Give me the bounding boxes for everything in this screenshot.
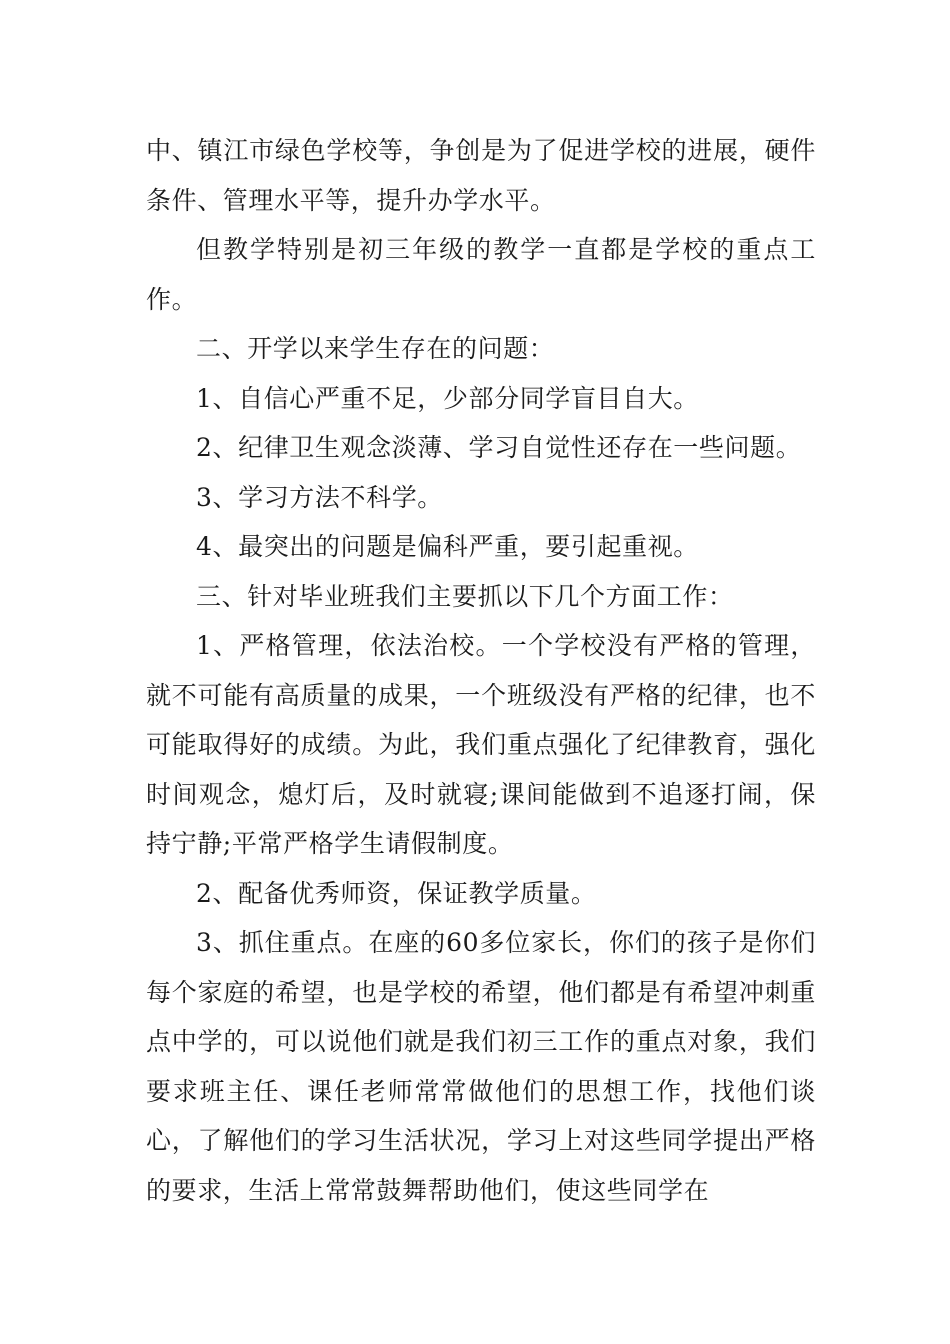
list-item: 2、纪律卫生观念淡薄、学习自觉性还存在一些问题。: [196, 433, 802, 462]
list-item: 3、抓住重点。在座的60多位家长，你们的孩子是你们每个家庭的希望，也是学校的希望，他们都是有希望冲刺重点中学的，可以说他们就是我们初三工作的重点对象，我们要求班主任、课任老师常常做他们的思想工作，找他们谈心，了解他们的学习生活状况，学习上对这些同学提出严格的要求，生活上常常鼓舞帮助他们，使这些同学在: [146, 928, 816, 1205]
list-item: 2、配备优秀师资，保证教学质量。: [196, 878, 597, 908]
list-item: 4、最突出的问题是偏科严重，要引起重视。: [196, 532, 699, 561]
list-item: 1、自信心严重不足，少部分同学盲目自大。: [196, 383, 699, 413]
list-item: 3、学习方法不科学。: [196, 482, 443, 512]
section-heading: 三、针对毕业班我们主要抓以下几个方面工作：: [196, 581, 734, 611]
list-item: 1、严格管理，依法治校。一个学校没有严格的管理，就不可能有高质量的成果，一个班级没有严格的纪律，也不可能取得好的成绩。为此，我们重点强化了纪律教育，强化时间观念，熄灯后，及时就寝;课间能做到不追逐打闹，保持宁静;平常严格学生请假制度。: [146, 631, 816, 858]
paragraph: 但教学特别是初三年级的教学一直都是学校的重点工作。: [146, 235, 816, 314]
document-body: [146, 126, 816, 1215]
paragraph: 中、镇江市绿色学校等，争创是为了促进学校的进展，硬件条件、管理水平等，提升办学水平。: [146, 136, 816, 215]
section-heading: 二、开学以来学生存在的问题：: [196, 334, 555, 363]
